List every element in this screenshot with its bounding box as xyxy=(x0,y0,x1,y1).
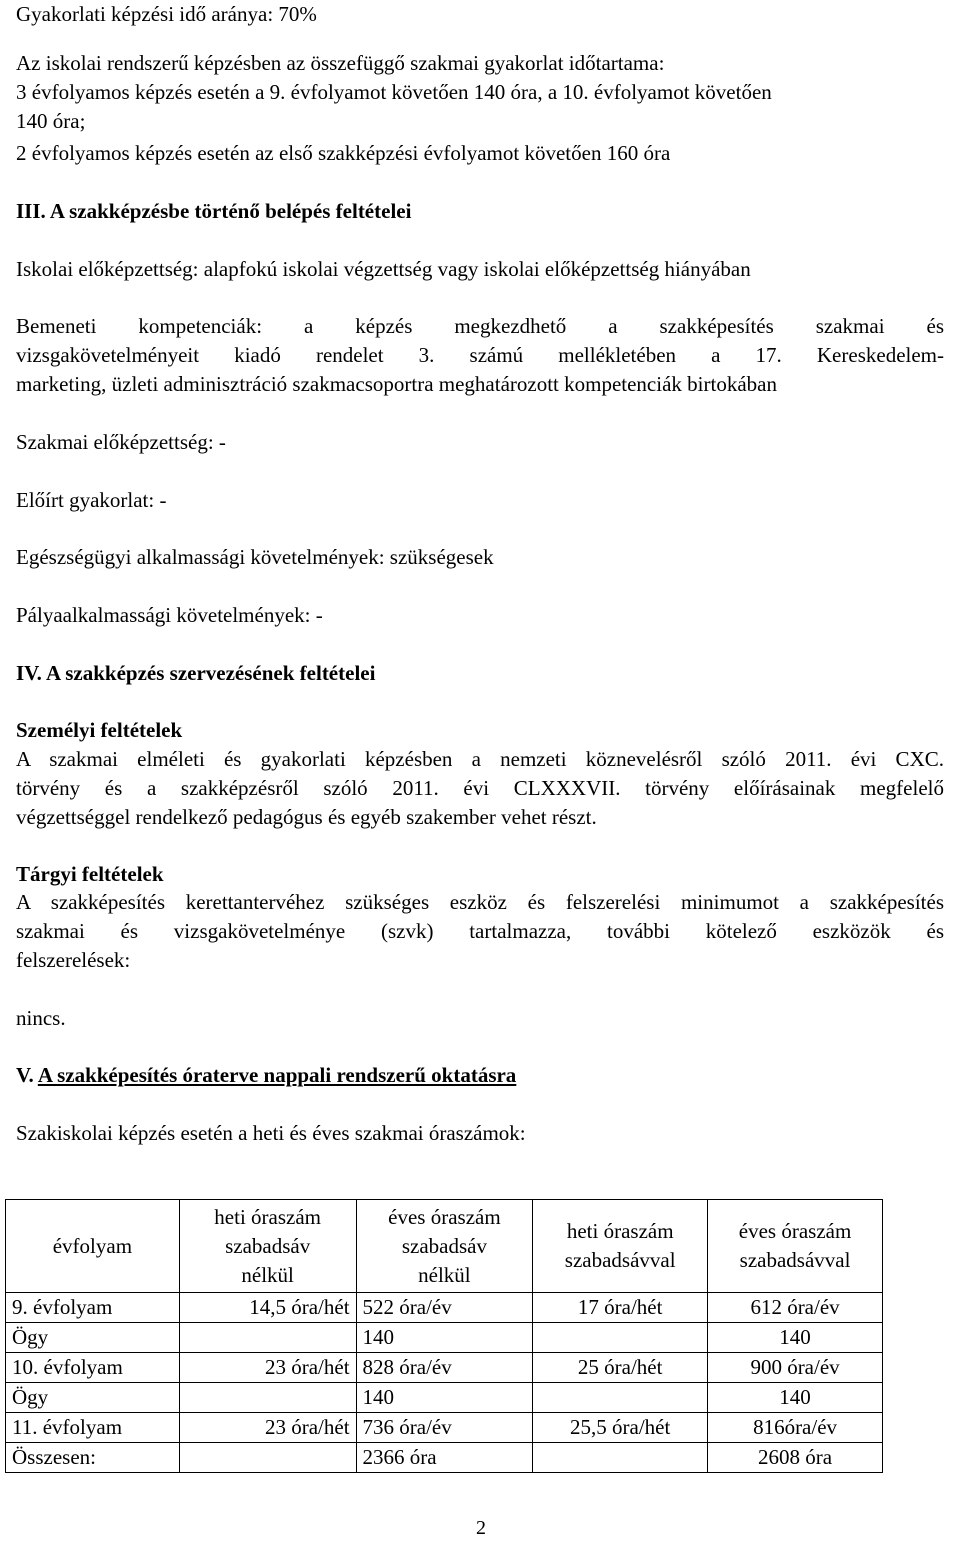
table-subtitle: Szakiskolai képzés esetén a heti és éves szakmai óraszámok: xyxy=(16,1121,526,1145)
header-yearly-with: éves óraszám szabadsávval xyxy=(708,1200,883,1293)
table-header-row xyxy=(6,1200,883,1293)
input-competencies-line-2: vizsgakövetelményeit kiadó rendelet 3. számú mellékletében a 17. Kereskedelem- xyxy=(16,343,944,367)
table-row-total xyxy=(6,1443,883,1473)
cell-weekly-without: 23 óra/hét xyxy=(179,1413,356,1443)
practice-line-1: 3 évfolyamos képzés esetén a 9. évfolyamot követően 140 óra, a 10. évfolyamot követően xyxy=(16,80,772,104)
cell-grade: Ögy xyxy=(6,1383,180,1413)
section-5-title: A szakképesítés óraterve nappali rendszerű oktatásra xyxy=(37,1063,517,1087)
cell-weekly-without xyxy=(179,1383,356,1413)
input-competencies-line-3: marketing, üzleti adminisztráció szakmacsoportra meghatározott kompetenciák birtokában xyxy=(16,372,777,396)
material-conditions-line-3: felszerelések: xyxy=(16,948,131,972)
material-none: nincs. xyxy=(16,1006,66,1030)
hours-table xyxy=(5,1199,883,1473)
section-4-heading: IV. A szakképzés szervezésének feltételei xyxy=(16,661,376,685)
cell-weekly-without: 23 óra/hét xyxy=(179,1353,356,1383)
table-row xyxy=(6,1293,883,1323)
input-competencies-line-1: Bemeneti kompetenciák: a képzés megkezdhető a szakképesítés szakmai és xyxy=(16,314,944,338)
table-row xyxy=(6,1353,883,1383)
cell-yearly-with: 900 óra/év xyxy=(708,1353,883,1383)
material-conditions-title: Tárgyi feltételek xyxy=(16,862,164,886)
cell-weekly-without xyxy=(179,1443,356,1473)
cell-weekly-with xyxy=(533,1383,708,1413)
professional-prior-education: Szakmai előképzettség: - xyxy=(16,430,226,454)
practice-line-3: 2 évfolyamos képzés esetén az első szakképzési évfolyamot követően 160 óra xyxy=(16,141,671,165)
cell-grade: 9. évfolyam xyxy=(6,1293,180,1323)
cell-weekly-with: 17 óra/hét xyxy=(533,1293,708,1323)
career-requirements: Pályaalkalmassági követelmények: - xyxy=(16,603,323,627)
section-5-heading xyxy=(16,1061,944,1090)
page-number: 2 xyxy=(476,1517,486,1539)
cell-weekly-with: 25 óra/hét xyxy=(533,1353,708,1383)
cell-weekly-with xyxy=(533,1443,708,1473)
practice-ratio-line: Gyakorlati képzési idő aránya: 70% xyxy=(16,2,317,26)
cell-grade: Összesen: xyxy=(6,1443,180,1473)
cell-weekly-with: 25,5 óra/hét xyxy=(533,1413,708,1443)
cell-yearly-without: 140 xyxy=(356,1323,533,1353)
cell-yearly-without: 522 óra/év xyxy=(356,1293,533,1323)
table-row xyxy=(6,1413,883,1443)
cell-yearly-without: 140 xyxy=(356,1383,533,1413)
header-grade: évfolyam xyxy=(6,1200,180,1293)
cell-yearly-with: 140 xyxy=(708,1383,883,1413)
header-weekly-with: heti óraszám szabadsávval xyxy=(533,1200,708,1293)
cell-weekly-without: 14,5 óra/hét xyxy=(179,1293,356,1323)
health-requirements: Egészségügyi alkalmassági követelmények: szükségesek xyxy=(16,545,494,569)
cell-yearly-without: 736 óra/év xyxy=(356,1413,533,1443)
cell-yearly-without: 828 óra/év xyxy=(356,1353,533,1383)
cell-grade: 11. évfolyam xyxy=(6,1413,180,1443)
section-5-number: V. xyxy=(16,1063,34,1087)
practice-line-2: 140 óra; xyxy=(16,109,86,133)
cell-weekly-with xyxy=(533,1323,708,1353)
material-conditions-line-2: szakmai és vizsgakövetelménye (szvk) tartalmazza, további kötelező eszközök és xyxy=(16,919,944,943)
personal-conditions-title: Személyi feltételek xyxy=(16,718,183,742)
personal-conditions-line-2: törvény és a szakképzésről szóló 2011. évi CLXXXVII. törvény előírásainak megfelelő xyxy=(16,776,944,800)
cell-grade: Ögy xyxy=(6,1323,180,1353)
required-practice: Előírt gyakorlat: - xyxy=(16,488,167,512)
cell-grade: 10. évfolyam xyxy=(6,1353,180,1383)
header-yearly-without: éves óraszám szabadsáv nélkül xyxy=(356,1200,533,1293)
cell-yearly-with: 2608 óra xyxy=(708,1443,883,1473)
section-3-heading: III. A szakképzésbe történő belépés feltételei xyxy=(16,199,412,223)
cell-yearly-with: 140 xyxy=(708,1323,883,1353)
cell-yearly-with: 612 óra/év xyxy=(708,1293,883,1323)
material-conditions-line-1: A szakképesítés kerettantervéhez szükséges eszköz és felszerelési minimumot a szakképesítés xyxy=(16,890,944,914)
prior-education: Iskolai előképzettség: alapfokú iskolai végzettség vagy iskolai előképzettség hiányában xyxy=(16,257,751,281)
table-row xyxy=(6,1323,883,1353)
practice-intro: Az iskolai rendszerű képzésben az összefüggő szakmai gyakorlat időtartama: xyxy=(16,51,665,75)
table-row xyxy=(6,1383,883,1413)
cell-yearly-with: 816óra/év xyxy=(708,1413,883,1443)
personal-conditions-line-1: A szakmai elméleti és gyakorlati képzésben a nemzeti köznevelésről szóló 2011. évi CXC. xyxy=(16,747,944,771)
personal-conditions-line-3: végzettséggel rendelkező pedagógus és egyéb szakember vehet részt. xyxy=(16,805,597,829)
cell-weekly-without xyxy=(179,1323,356,1353)
cell-yearly-without: 2366 óra xyxy=(356,1443,533,1473)
header-weekly-without: heti óraszám szabadsáv nélkül xyxy=(179,1200,356,1293)
